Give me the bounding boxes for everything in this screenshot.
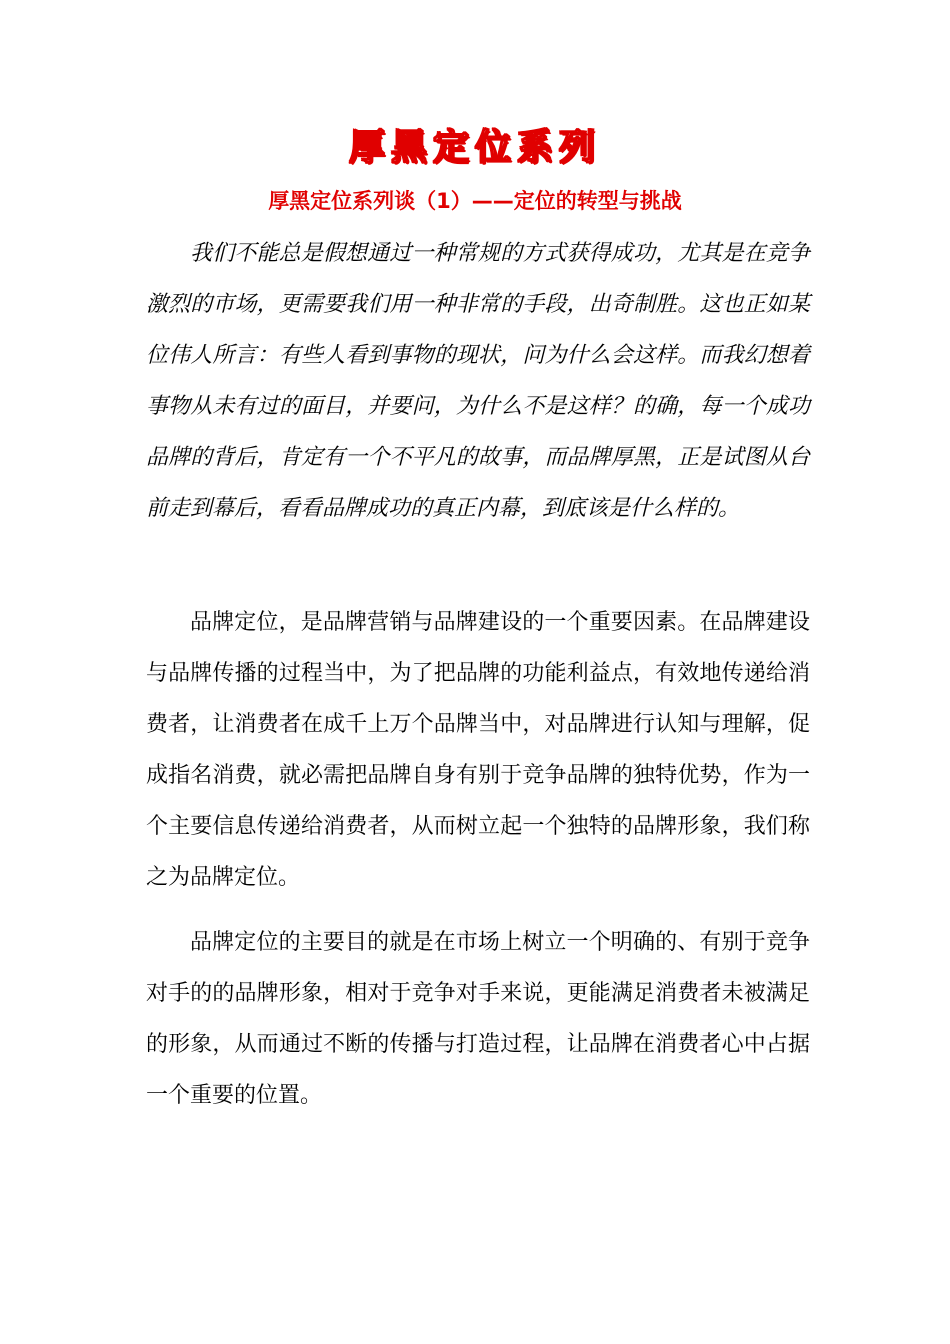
intro-paragraph: 我们不能总是假想通过一种常规的方式获得成功，尤其是在竞争激烈的市场，更需要我们用一种非常的手段，出奇制胜。这也正如某位伟人所言：有些人看到事物的现状，问为什么会这样。而我幻想着事物从未有过的面目，并要问，为什么不是这样？的确，每一个成功品牌的背后，肯定有一个不平凡的故事，而品牌厚黑，正是试图从台前走到幕后，看看品牌成功的真正内幕，到底该是什么样的。 [146, 241, 810, 521]
body-paragraph-2: 品牌定位的主要目的就是在市场上树立一个明确的、有别于竞争对手的的品牌形象，相对于竞争对手来说，更能满足消费者未被满足的形象，从而通过不断的传播与打造过程，让品牌在消费者心中占据一个重要的位置。 [146, 930, 810, 1108]
series-title: 厚黑定位系列 [348, 127, 601, 168]
body-paragraph-1: 品牌定位，是品牌营销与品牌建设的一个重要因素。在品牌建设与品牌传播的过程当中，为了把品牌的功能利益点，有效地传递给消费者，让消费者在成千上万个品牌当中，对品牌进行认知与理解，促成指名消费，就必需把品牌自身有别于竞争品牌的独特优势，作为一个主要信息传递给消费者，从而树立起一个独特的品牌形象，我们称之为品牌定位。 [146, 610, 810, 890]
article-title: 厚黑定位系列谈（1）——定位的转型与挑战 [268, 189, 682, 213]
